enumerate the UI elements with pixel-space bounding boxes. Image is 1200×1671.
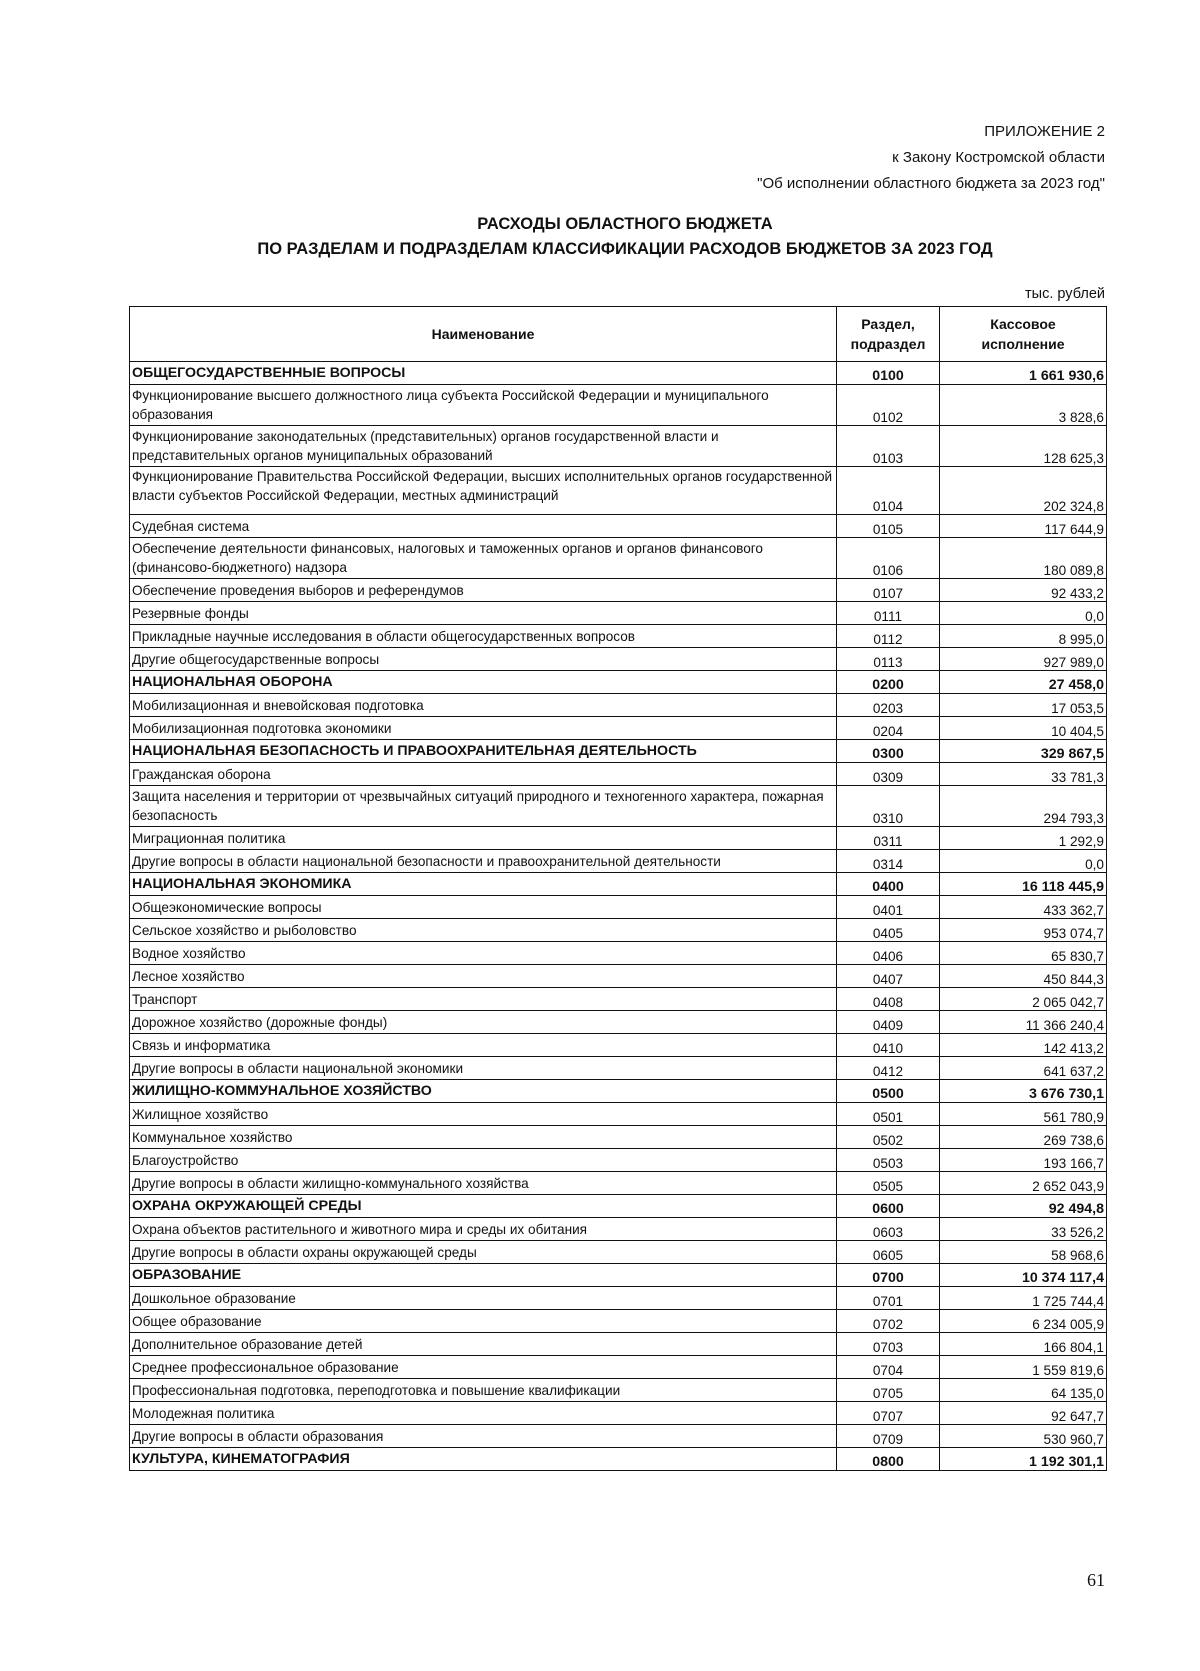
row-name: Функционирование высшего должностного лица субъекта Российской Федерации и муниципального образования <box>130 385 837 426</box>
row-amount: 433 362,7 <box>940 896 1107 919</box>
budget-table <box>129 306 1107 1471</box>
table-row <box>130 648 1107 671</box>
row-code: 0310 <box>837 786 940 827</box>
table-row <box>130 579 1107 602</box>
row-name: ОХРАНА ОКРУЖАЮЩЕЙ СРЕДЫ <box>130 1195 837 1218</box>
row-name: Дополнительное образование детей <box>130 1333 837 1356</box>
row-name: Другие вопросы в области национальной экономики <box>130 1057 837 1080</box>
row-name: ОБЩЕГОСУДАРСТВЕННЫЕ ВОПРОСЫ <box>130 362 837 385</box>
row-code: 0702 <box>837 1310 940 1333</box>
row-name: Мобилизационная и вневойсковая подготовка <box>130 694 837 717</box>
row-name: Функционирование законодательных (представительных) органов государственной власти и представительных органов муниципальных образований <box>130 426 837 467</box>
row-amount: 641 637,2 <box>940 1057 1107 1080</box>
appendix-header <box>757 119 1105 197</box>
table-row <box>130 1333 1107 1356</box>
row-code: 0401 <box>837 896 940 919</box>
row-code: 0603 <box>837 1218 940 1241</box>
row-amount: 3 828,6 <box>940 385 1107 426</box>
row-code: 0300 <box>837 740 940 763</box>
row-code: 0106 <box>837 538 940 579</box>
units-label: тыс. рублей <box>1025 286 1105 302</box>
section-row <box>130 1264 1107 1287</box>
row-amount: 128 625,3 <box>940 426 1107 467</box>
table-row <box>130 919 1107 942</box>
title-line-2: ПО РАЗДЕЛАМ И ПОДРАЗДЕЛАМ КЛАССИФИКАЦИИ РАСХОДОВ БЮДЖЕТОВ ЗА 2023 ГОД <box>257 240 993 258</box>
table-row <box>130 1172 1107 1195</box>
row-code: 0407 <box>837 965 940 988</box>
row-code: 0704 <box>837 1356 940 1379</box>
row-code: 0111 <box>837 602 940 625</box>
row-amount: 0,0 <box>940 602 1107 625</box>
row-code: 0703 <box>837 1333 940 1356</box>
section-row <box>130 671 1107 694</box>
table-row <box>130 1149 1107 1172</box>
table-row <box>130 1126 1107 1149</box>
row-amount: 92 494,8 <box>940 1195 1107 1218</box>
table-row <box>130 1356 1107 1379</box>
row-amount: 329 867,5 <box>940 740 1107 763</box>
row-amount: 16 118 445,9 <box>940 873 1107 896</box>
table-row <box>130 942 1107 965</box>
header-amount: Кассовое исполнение <box>940 307 1107 362</box>
row-code: 0103 <box>837 426 940 467</box>
table-row <box>130 694 1107 717</box>
row-code: 0707 <box>837 1402 940 1425</box>
row-amount: 10 374 117,4 <box>940 1264 1107 1287</box>
row-amount: 1 192 301,1 <box>940 1448 1107 1471</box>
row-code: 0502 <box>837 1126 940 1149</box>
row-name: Обеспечение проведения выборов и референдумов <box>130 579 837 602</box>
row-name: НАЦИОНАЛЬНАЯ ОБОРОНА <box>130 671 837 694</box>
row-name: НАЦИОНАЛЬНАЯ БЕЗОПАСНОСТЬ И ПРАВООХРАНИТЕЛЬНАЯ ДЕЯТЕЛЬНОСТЬ <box>130 740 837 763</box>
row-name: Функционирование Правительства Российской Федерации, высших исполнительных органов государственной власти субъектов Российской Федерации, местных администраций <box>130 467 837 515</box>
table-row <box>130 786 1107 827</box>
row-amount: 0,0 <box>940 850 1107 873</box>
row-code: 0500 <box>837 1080 940 1103</box>
row-code: 0600 <box>837 1195 940 1218</box>
row-amount: 33 526,2 <box>940 1218 1107 1241</box>
section-row <box>130 1448 1107 1471</box>
header-code: Раздел, подраздел <box>837 307 940 362</box>
table-row <box>130 1057 1107 1080</box>
row-name: Миграционная политика <box>130 827 837 850</box>
row-name: Коммунальное хозяйство <box>130 1126 837 1149</box>
row-amount: 64 135,0 <box>940 1379 1107 1402</box>
row-amount: 180 089,8 <box>940 538 1107 579</box>
row-amount: 117 644,9 <box>940 515 1107 538</box>
row-code: 0200 <box>837 671 940 694</box>
appendix-line-1: ПРИЛОЖЕНИЕ 2 <box>984 123 1105 140</box>
row-name: КУЛЬТУРА, КИНЕМАТОГРАФИЯ <box>130 1448 837 1471</box>
row-name: Судебная система <box>130 515 837 538</box>
row-code: 0314 <box>837 850 940 873</box>
row-amount: 2 652 043,9 <box>940 1172 1107 1195</box>
section-row <box>130 1080 1107 1103</box>
row-name: Мобилизационная подготовка экономики <box>130 717 837 740</box>
row-amount: 953 074,7 <box>940 919 1107 942</box>
row-name: Дорожное хозяйство (дорожные фонды) <box>130 1011 837 1034</box>
row-name: Гражданская оборона <box>130 763 837 786</box>
table-row <box>130 515 1107 538</box>
row-amount: 27 458,0 <box>940 671 1107 694</box>
row-code: 0709 <box>837 1425 940 1448</box>
appendix-line-3: "Об исполнении областного бюджета за 2023 год" <box>757 175 1105 192</box>
row-code: 0605 <box>837 1241 940 1264</box>
row-code: 0203 <box>837 694 940 717</box>
table-row <box>130 625 1107 648</box>
row-amount: 202 324,8 <box>940 467 1107 515</box>
row-name: Другие вопросы в области жилищно-коммунального хозяйства <box>130 1172 837 1195</box>
table-row <box>130 1103 1107 1126</box>
row-name: Другие вопросы в области образования <box>130 1425 837 1448</box>
page-number: 61 <box>1087 1570 1105 1590</box>
table-row <box>130 1241 1107 1264</box>
section-row <box>130 362 1107 385</box>
row-amount: 927 989,0 <box>940 648 1107 671</box>
row-code: 0400 <box>837 873 940 896</box>
row-amount: 193 166,7 <box>940 1149 1107 1172</box>
section-row <box>130 1195 1107 1218</box>
row-amount: 1 661 930,6 <box>940 362 1107 385</box>
row-code: 0412 <box>837 1057 940 1080</box>
row-code: 0503 <box>837 1149 940 1172</box>
row-name: Связь и информатика <box>130 1034 837 1057</box>
row-amount: 530 960,7 <box>940 1425 1107 1448</box>
row-name: ОБРАЗОВАНИЕ <box>130 1264 837 1287</box>
row-amount: 450 844,3 <box>940 965 1107 988</box>
row-code: 0104 <box>837 467 940 515</box>
section-row <box>130 740 1107 763</box>
row-name: Молодежная политика <box>130 1402 837 1425</box>
table-row <box>130 965 1107 988</box>
row-amount: 33 781,3 <box>940 763 1107 786</box>
row-amount: 294 793,3 <box>940 786 1107 827</box>
table-row <box>130 717 1107 740</box>
row-code: 0701 <box>837 1287 940 1310</box>
row-name: Другие вопросы в области охраны окружающей среды <box>130 1241 837 1264</box>
row-name: Транспорт <box>130 988 837 1011</box>
row-name: Водное хозяйство <box>130 942 837 965</box>
row-name: Другие вопросы в области национальной безопасности и правоохранительной деятельности <box>130 850 837 873</box>
row-amount: 11 366 240,4 <box>940 1011 1107 1034</box>
row-amount: 269 738,6 <box>940 1126 1107 1149</box>
row-name: Профессиональная подготовка, переподготовка и повышение квалификации <box>130 1379 837 1402</box>
row-code: 0204 <box>837 717 940 740</box>
row-code: 0501 <box>837 1103 940 1126</box>
row-code: 0100 <box>837 362 940 385</box>
row-name: Общеэкономические вопросы <box>130 896 837 919</box>
row-amount: 10 404,5 <box>940 717 1107 740</box>
row-amount: 1 559 819,6 <box>940 1356 1107 1379</box>
row-code: 0505 <box>837 1172 940 1195</box>
table-row <box>130 538 1107 579</box>
appendix-line-2: к Закону Костромской области <box>892 149 1105 166</box>
row-name: Защита населения и территории от чрезвычайных ситуаций природного и техногенного характера, пожарная безопасность <box>130 786 837 827</box>
table-row <box>130 1310 1107 1333</box>
table-row <box>130 426 1107 467</box>
row-amount: 561 780,9 <box>940 1103 1107 1126</box>
row-code: 0700 <box>837 1264 940 1287</box>
row-name: Сельское хозяйство и рыболовство <box>130 919 837 942</box>
row-amount: 166 804,1 <box>940 1333 1107 1356</box>
row-name: Охрана объектов растительного и животного мира и среды их обитания <box>130 1218 837 1241</box>
row-code: 0405 <box>837 919 940 942</box>
row-amount: 65 830,7 <box>940 942 1107 965</box>
row-amount: 3 676 730,1 <box>940 1080 1107 1103</box>
table-header-row <box>130 307 1107 362</box>
row-name: ЖИЛИЩНО-КОММУНАЛЬНОЕ ХОЗЯЙСТВО <box>130 1080 837 1103</box>
table-row <box>130 385 1107 426</box>
row-name: НАЦИОНАЛЬНАЯ ЭКОНОМИКА <box>130 873 837 896</box>
row-code: 0800 <box>837 1448 940 1471</box>
table-row <box>130 1379 1107 1402</box>
row-name: Общее образование <box>130 1310 837 1333</box>
row-code: 0102 <box>837 385 940 426</box>
row-code: 0105 <box>837 515 940 538</box>
table-row <box>130 850 1107 873</box>
row-amount: 92 647,7 <box>940 1402 1107 1425</box>
table-row <box>130 827 1107 850</box>
row-name: Прикладные научные исследования в области общегосударственных вопросов <box>130 625 837 648</box>
row-code: 0112 <box>837 625 940 648</box>
row-code: 0705 <box>837 1379 940 1402</box>
row-code: 0410 <box>837 1034 940 1057</box>
document-title <box>130 212 1120 262</box>
row-code: 0406 <box>837 942 940 965</box>
row-amount: 1 292,9 <box>940 827 1107 850</box>
row-name: Жилищное хозяйство <box>130 1103 837 1126</box>
table-row <box>130 1402 1107 1425</box>
title-line-1: РАСХОДЫ ОБЛАСТНОГО БЮДЖЕТА <box>477 215 773 233</box>
table-row <box>130 1287 1107 1310</box>
header-name: Наименование <box>130 307 837 362</box>
row-amount: 17 053,5 <box>940 694 1107 717</box>
table-row <box>130 467 1107 515</box>
row-amount: 142 413,2 <box>940 1034 1107 1057</box>
row-amount: 8 995,0 <box>940 625 1107 648</box>
row-amount: 6 234 005,9 <box>940 1310 1107 1333</box>
section-row <box>130 873 1107 896</box>
table-row <box>130 602 1107 625</box>
row-code: 0311 <box>837 827 940 850</box>
table-row <box>130 1425 1107 1448</box>
row-code: 0408 <box>837 988 940 1011</box>
row-amount: 58 968,6 <box>940 1241 1107 1264</box>
row-name: Обеспечение деятельности финансовых, налоговых и таможенных органов и органов финансового (финансово-бюджетного) надзора <box>130 538 837 579</box>
row-code: 0409 <box>837 1011 940 1034</box>
table-row <box>130 1034 1107 1057</box>
table-row <box>130 988 1107 1011</box>
row-code: 0107 <box>837 579 940 602</box>
table-row <box>130 1011 1107 1034</box>
row-name: Среднее профессиональное образование <box>130 1356 837 1379</box>
row-name: Другие общегосударственные вопросы <box>130 648 837 671</box>
row-amount: 1 725 744,4 <box>940 1287 1107 1310</box>
table-row <box>130 1218 1107 1241</box>
row-name: Дошкольное образование <box>130 1287 837 1310</box>
table-row <box>130 763 1107 786</box>
row-name: Благоустройство <box>130 1149 837 1172</box>
row-name: Резервные фонды <box>130 602 837 625</box>
row-code: 0309 <box>837 763 940 786</box>
table-row <box>130 896 1107 919</box>
row-name: Лесное хозяйство <box>130 965 837 988</box>
row-code: 0113 <box>837 648 940 671</box>
row-amount: 2 065 042,7 <box>940 988 1107 1011</box>
row-amount: 92 433,2 <box>940 579 1107 602</box>
